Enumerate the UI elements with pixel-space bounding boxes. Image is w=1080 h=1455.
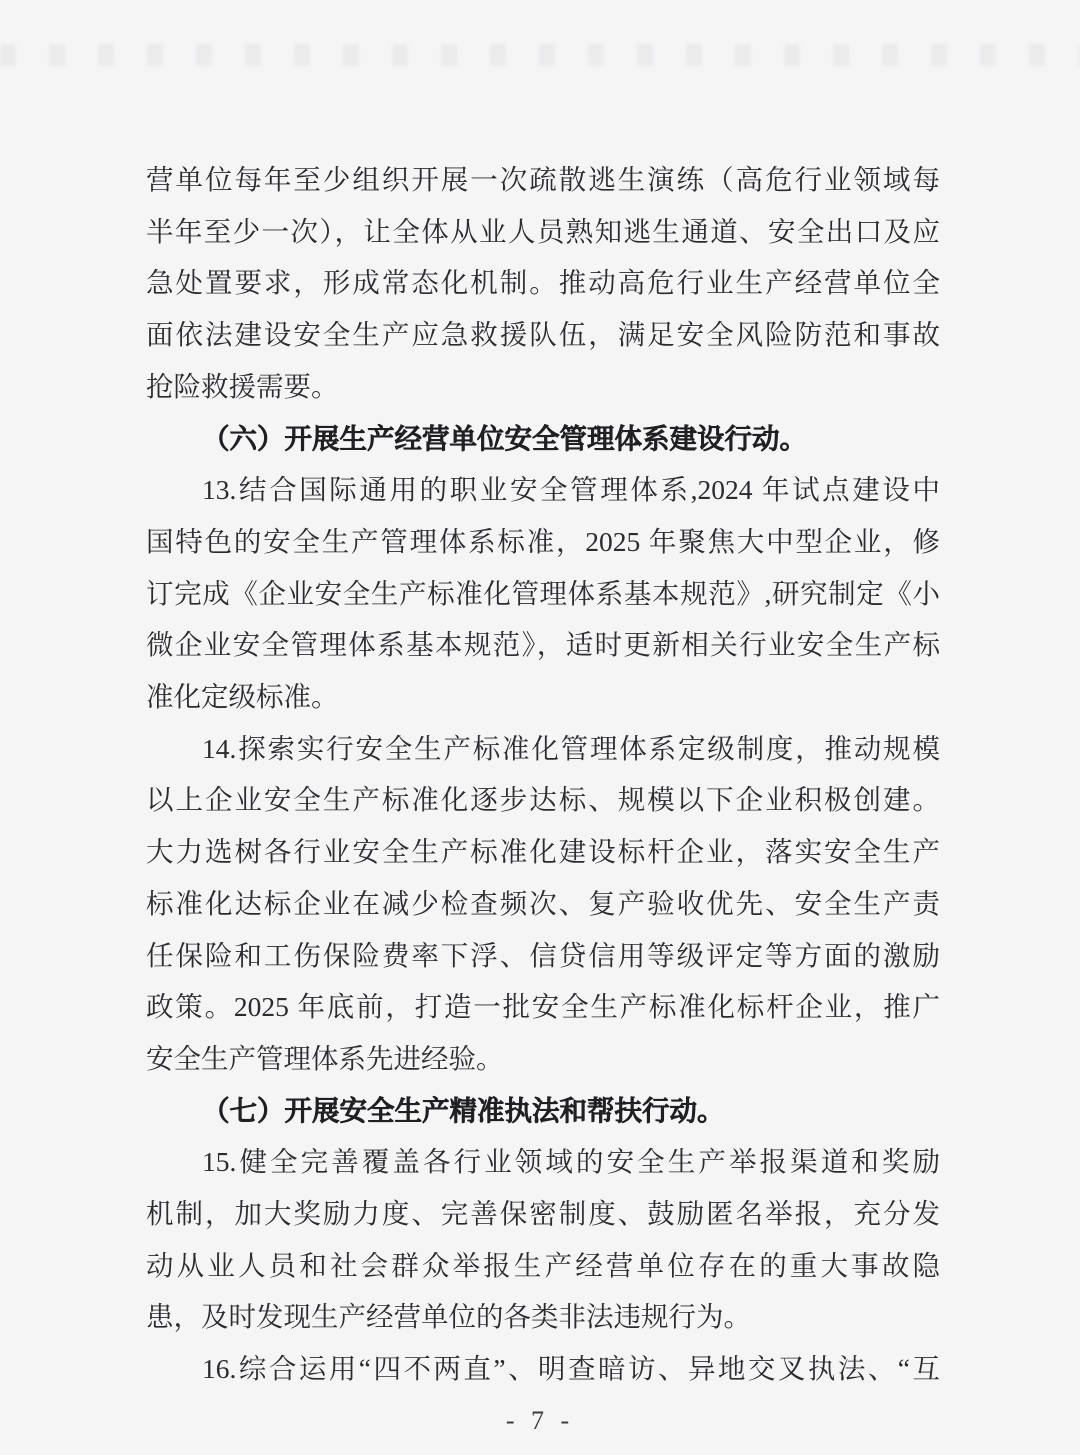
section-heading: （七）开展安全生产精准执法和帮扶行动。 bbox=[202, 1094, 725, 1126]
text-line: 营单位每年至少组织开展一次疏散逃生演练（高危行业领域每 bbox=[146, 164, 940, 195]
text-line: 面依法建设安全生产应急救援队伍，满足安全风险防范和事故 bbox=[146, 319, 940, 351]
text-line: 国特色的安全生产管理体系标准，2025 年聚焦大中型企业，修 bbox=[146, 525, 940, 557]
text-line: 抢险救援需要。 bbox=[146, 370, 339, 402]
scan-artifact-band bbox=[0, 44, 1080, 66]
text-line: 14.探索实行安全生产标准化管理体系定级制度，推动规模 bbox=[202, 732, 940, 764]
text-line: 急处置要求，形成常态化机制。推动高危行业生产经营单位全 bbox=[146, 267, 940, 299]
text-line: 患，及时发现生产经营单位的各类非法违规行为。 bbox=[146, 1301, 751, 1333]
text-line: 标准化达标企业在减少检查频次、复产验收优先、安全生产责 bbox=[146, 887, 940, 919]
text-line: 15.健全完善覆盖各行业领域的安全生产举报渠道和奖励 bbox=[202, 1146, 940, 1178]
text-line: 微企业安全管理体系基本规范》，适时更新相关行业安全生产标 bbox=[146, 629, 940, 661]
text-line: 机制，加大奖励力度、完善保密制度、鼓励匿名举报，充分发 bbox=[146, 1198, 940, 1230]
text-line: 半年至少一次），让全体从业人员熟知逃生通道、安全出口及应 bbox=[146, 215, 940, 247]
text-line: 安全生产管理体系先进经验。 bbox=[146, 1042, 504, 1074]
text-line: 动从业人员和社会群众举报生产经营单位存在的重大事故隐 bbox=[146, 1249, 940, 1281]
section-heading: （六）开展生产经营单位安全管理体系建设行动。 bbox=[202, 422, 807, 454]
document-body bbox=[146, 154, 940, 1395]
text-line: 政策。2025 年底前，打造一批安全生产标准化标杆企业，推广 bbox=[146, 991, 940, 1023]
text-line: 16.综合运用“四不两直”、明查暗访、异地交叉执法、“互 bbox=[202, 1353, 940, 1385]
text-line: 任保险和工伤保险费率下浮、信贷信用等级评定等方面的激励 bbox=[146, 939, 940, 971]
text-line: 大力选树各行业安全生产标准化建设标杆企业，落实安全生产 bbox=[146, 836, 940, 868]
text-line: 订完成《企业安全生产标准化管理体系基本规范》,研究制定《小 bbox=[146, 577, 940, 609]
text-line: 准化定级标准。 bbox=[146, 681, 339, 713]
text-line: 以上企业安全生产标准化逐步达标、规模以下企业积极创建。 bbox=[146, 784, 940, 816]
page-number: - 7 - bbox=[505, 1406, 575, 1435]
text-line: 13.结合国际通用的职业安全管理体系,2024 年试点建设中 bbox=[202, 474, 940, 506]
